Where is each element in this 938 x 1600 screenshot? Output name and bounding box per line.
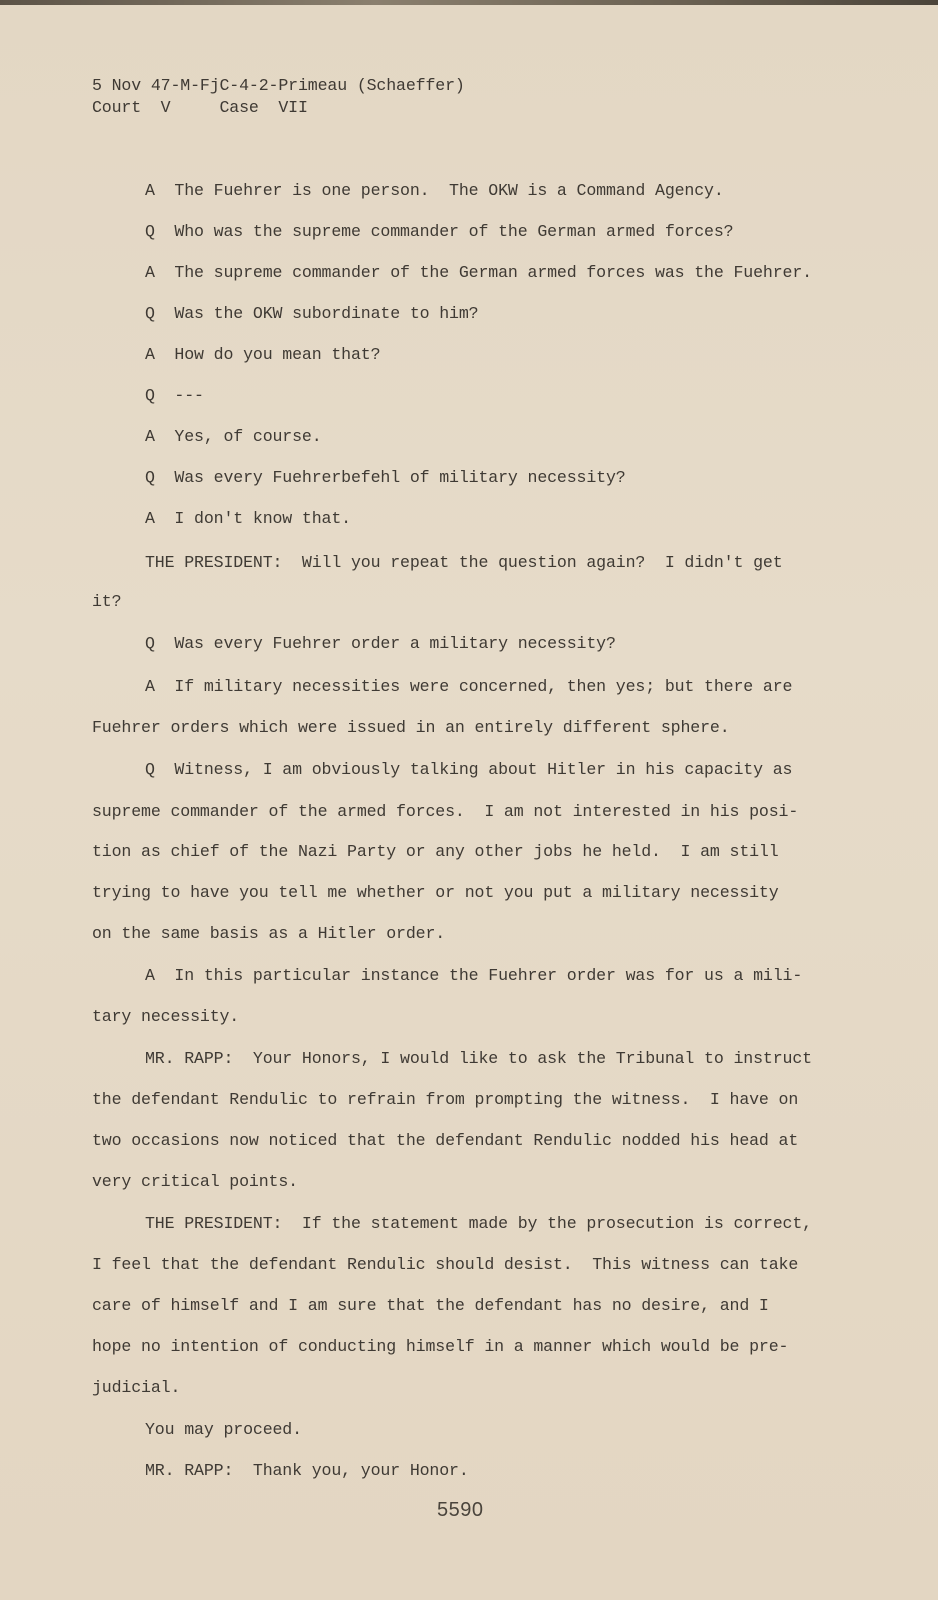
transcript-line: THE PRESIDENT: If the statement made by the prosecution is correct, [145,1214,812,1233]
transcript-line: supreme commander of the armed forces. I am not interested in his posi- [92,802,799,821]
transcript-line: tion as chief of the Nazi Party or any other jobs he held. I am still [92,842,779,861]
transcript-line: trying to have you tell me whether or not you put a military necessity [92,883,779,902]
transcript-line: Q Was the OKW subordinate to him? [145,304,479,323]
header-line-2: Court V Case VII [92,98,308,117]
transcript-line: Q Who was the supreme commander of the German armed forces? [145,222,734,241]
transcript-line: judicial. [92,1378,181,1397]
transcript-line: A The Fuehrer is one person. The OKW is a Command Agency. [145,181,724,200]
transcript-line: A The supreme commander of the German armed forces was the Fuehrer. [145,263,812,282]
transcript-line: Q Was every Fuehrerbefehl of military necessity? [145,468,626,487]
transcript-line: two occasions now noticed that the defendant Rendulic nodded his head at [92,1131,799,1150]
transcript-line: very critical points. [92,1172,298,1191]
transcript-line: MR. RAPP: Your Honors, I would like to ask the Tribunal to instruct [145,1049,812,1068]
transcript-line: THE PRESIDENT: Will you repeat the question again? I didn't get [145,553,783,572]
transcript-line: hope no intention of conducting himself in a manner which would be pre- [92,1337,789,1356]
transcript-line: tary necessity. [92,1007,240,1026]
transcript-line: Fuehrer orders which were issued in an entirely different sphere. [92,718,730,737]
transcript-line: Q Was every Fuehrer order a military necessity? [145,634,616,653]
transcript-line: Q --- [145,386,204,405]
transcript-line: You may proceed. [145,1420,302,1439]
transcript-line: A I don't know that. [145,509,351,528]
transcript-line: care of himself and I am sure that the defendant has no desire, and I [92,1296,769,1315]
page-top-edge [0,0,938,5]
header-line-1: 5 Nov 47-M-FjC-4-2-Primeau (Schaeffer) [92,76,465,95]
transcript-line: the defendant Rendulic to refrain from prompting the witness. I have on [92,1090,799,1109]
transcript-line: A Yes, of course. [145,427,322,446]
transcript-line: A If military necessities were concerned, then yes; but there are [145,677,793,696]
page-number: 5590 [437,1499,484,1521]
transcript-line: Q Witness, I am obviously talking about Hitler in his capacity as [145,760,793,779]
transcript-line: A In this particular instance the Fuehrer order was for us a mili- [145,966,803,985]
transcript-line: MR. RAPP: Thank you, your Honor. [145,1461,469,1480]
transcript-line: it? [92,592,122,611]
transcript-line: on the same basis as a Hitler order. [92,924,446,943]
transcript-line: A How do you mean that? [145,345,381,364]
transcript-line: I feel that the defendant Rendulic should desist. This witness can take [92,1255,799,1274]
